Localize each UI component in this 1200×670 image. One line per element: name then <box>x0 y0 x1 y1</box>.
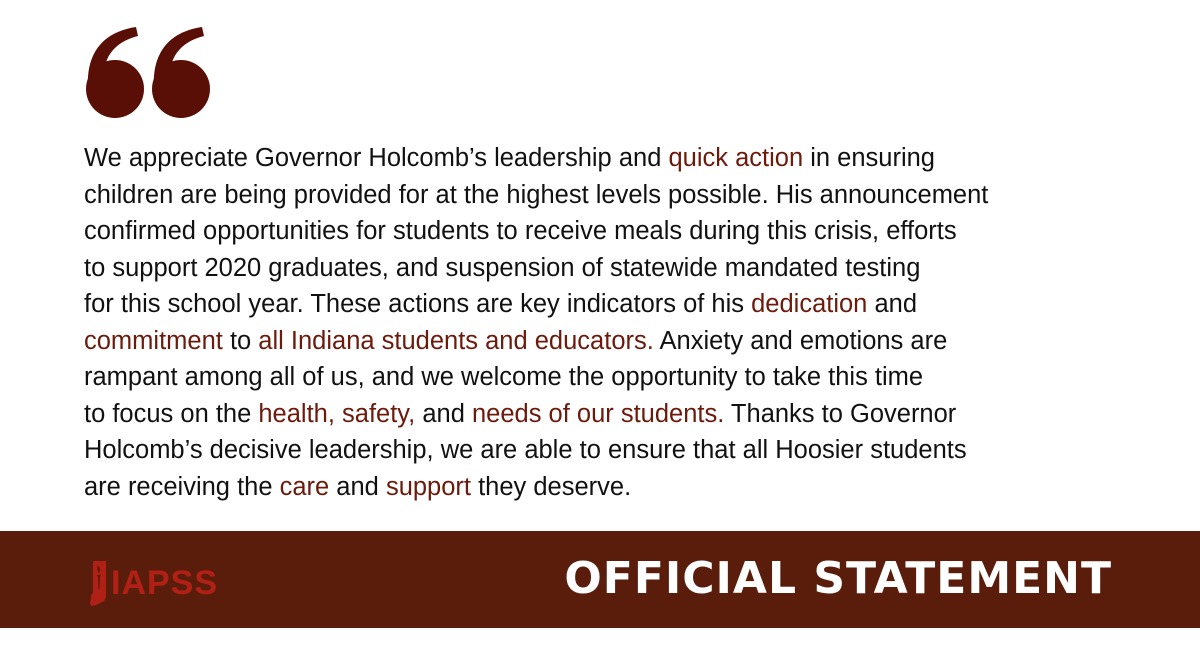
statement-text-segment: and <box>867 290 918 318</box>
statement-line <box>84 250 1124 287</box>
statement-line <box>84 432 1124 469</box>
statement-text-segment: they deserve. <box>471 472 632 501</box>
statement-text-segment: to <box>222 326 259 355</box>
statement-text-segment: to support 2020 graduates, and suspension of statewide mandated testing <box>84 253 921 282</box>
statement-line <box>84 323 1124 360</box>
double-quote-icon <box>84 26 214 122</box>
statement-text-segment: are receiving the <box>84 472 280 501</box>
highlighted-phrase: all Indiana students and educators. <box>258 326 654 355</box>
statement-text <box>84 140 1124 505</box>
statement-line <box>84 396 1124 433</box>
statement-line <box>84 177 1124 214</box>
statement-text-segment: rampant among all of us, and we welcome the opportunity to take this time <box>84 363 924 391</box>
statement-text-segment: We appreciate Governor Holcomb’s leadership and <box>84 144 669 172</box>
highlighted-phrase: care <box>279 472 330 501</box>
logo-text: IAPSS <box>111 564 219 602</box>
statement-text-segment: in ensuring <box>803 144 935 172</box>
statement-line <box>84 286 1124 323</box>
statement-text-segment: Thanks to Governor <box>724 399 957 428</box>
statement-line <box>84 140 1124 177</box>
statement-text-segment: Anxiety and emotions are <box>653 326 948 355</box>
highlighted-phrase: support <box>385 472 471 501</box>
iapss-logo <box>88 559 218 607</box>
statement-text-segment: and <box>415 399 472 428</box>
statement-text-segment: children are being provided for at the highest levels possible. His announcement <box>84 180 989 209</box>
statement-line <box>84 469 1124 506</box>
statement-line <box>84 359 1124 396</box>
footer-banner <box>0 531 1200 628</box>
footer-title: OFFICIAL STATEMENT <box>564 553 1112 604</box>
highlighted-phrase: needs of our students. <box>471 399 725 428</box>
statement-line <box>84 213 1124 250</box>
highlighted-phrase: health, safety, <box>258 399 416 428</box>
highlighted-phrase: dedication <box>751 290 868 318</box>
highlighted-phrase: commitment <box>84 326 223 355</box>
statement-text-segment: to focus on the <box>84 399 259 428</box>
statement-text-segment: for this school year. These actions are key indicators of his <box>84 290 752 318</box>
statement-text-segment: Holcomb’s decisive leadership, we are able to ensure that all Hoosier students <box>84 436 967 464</box>
indiana-torch-icon <box>88 559 108 607</box>
statement-text-segment: confirmed opportunities for students to receive meals during this crisis, efforts <box>84 217 957 245</box>
highlighted-phrase: quick action <box>668 144 804 172</box>
statement-text-segment: and <box>329 472 386 501</box>
